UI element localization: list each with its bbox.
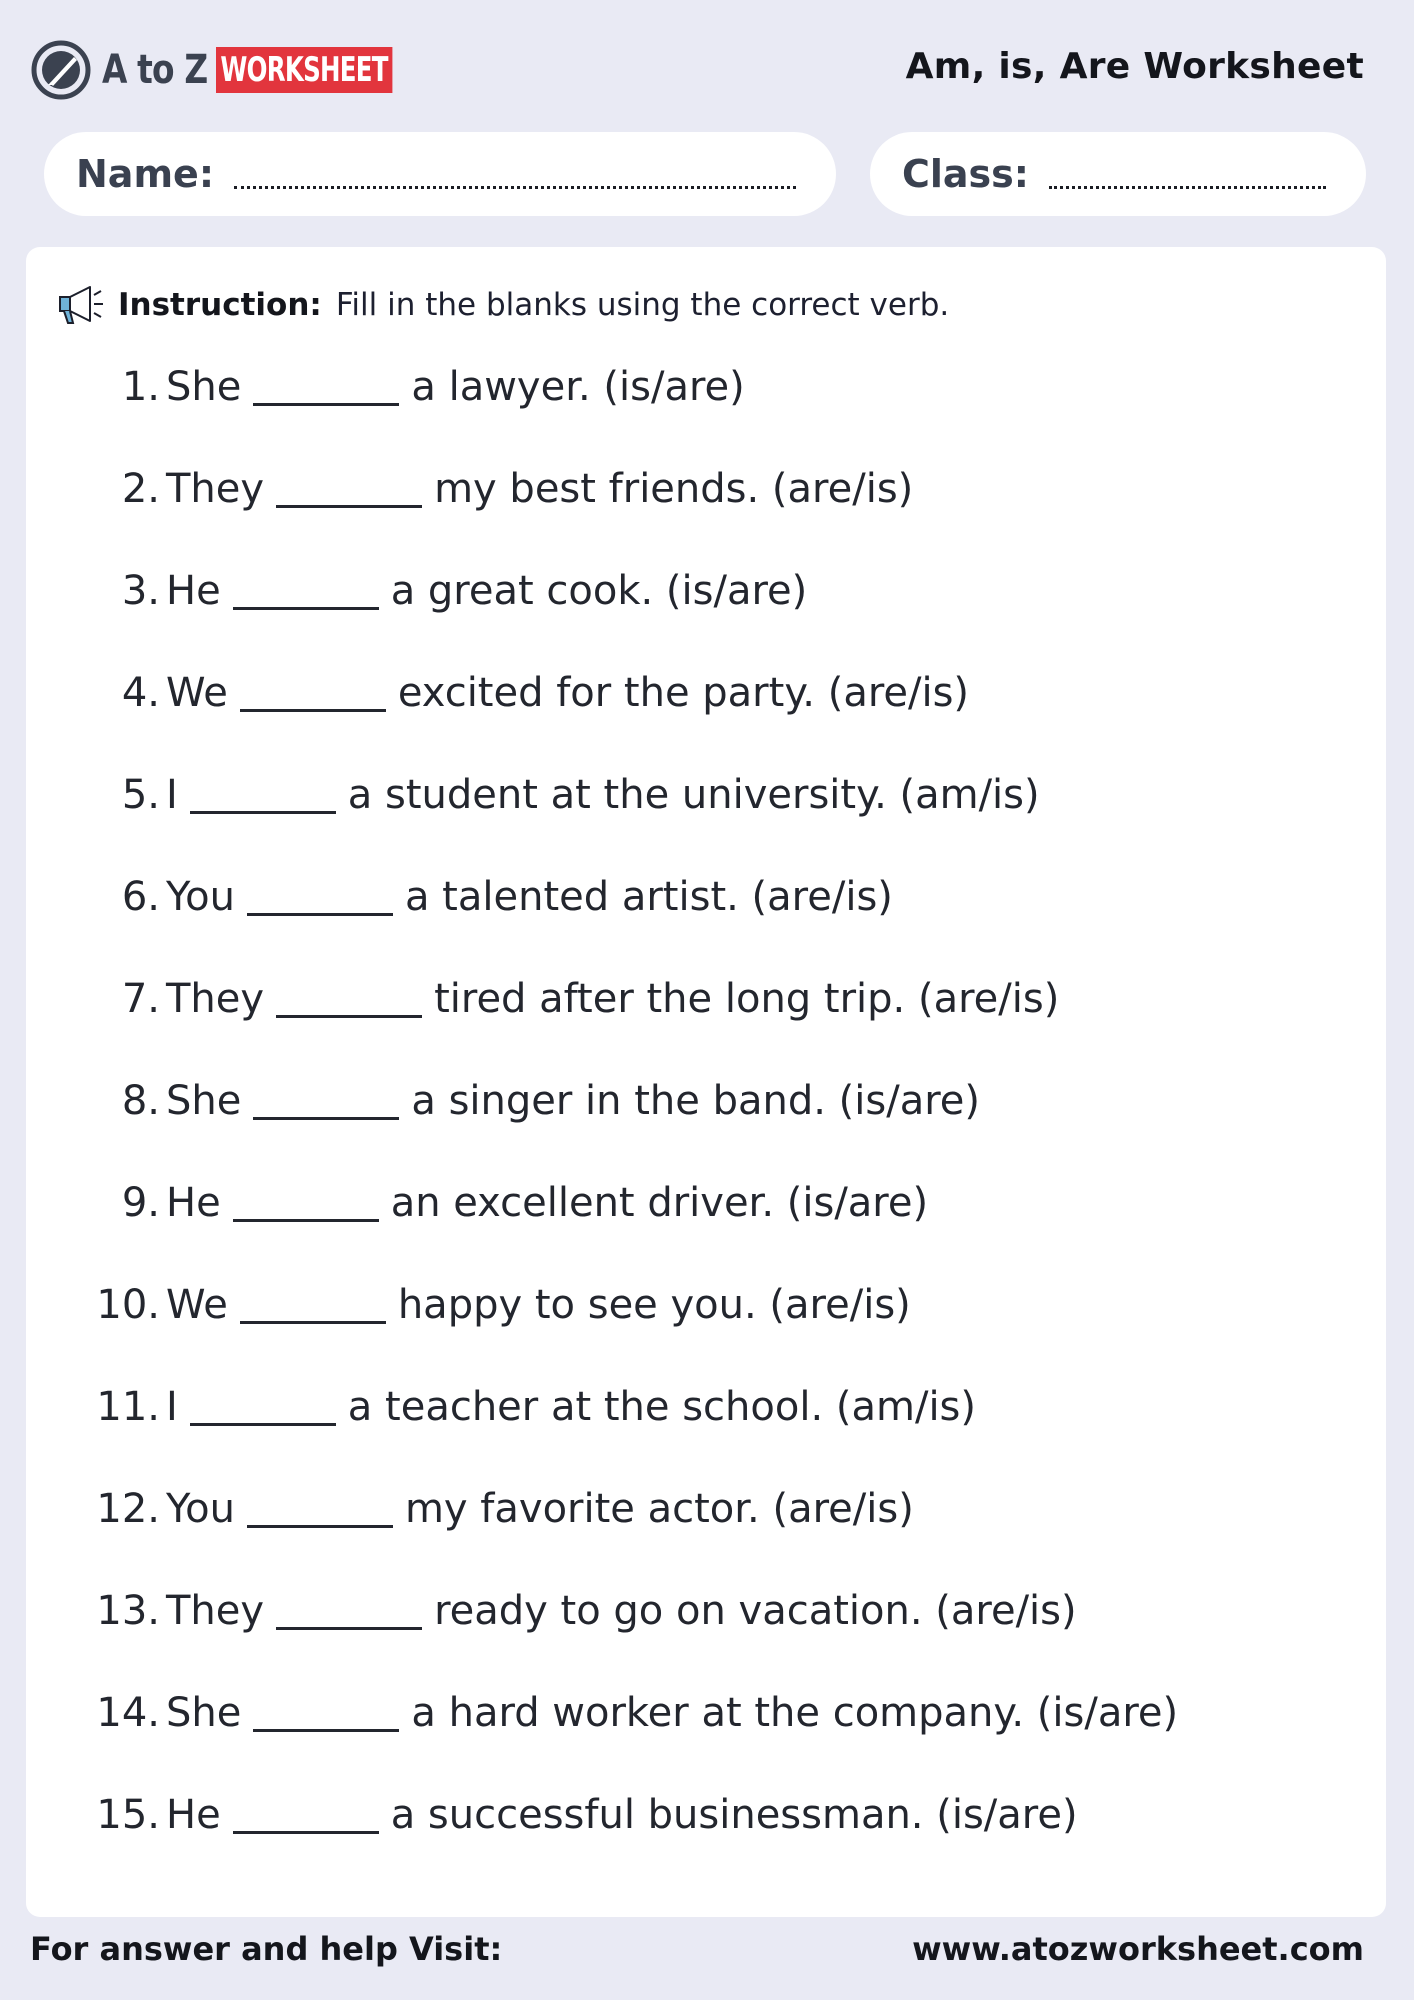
name-dotted-line[interactable] [234, 186, 796, 189]
answer-blank[interactable] [190, 1389, 336, 1426]
instruction-label: Instruction: [118, 287, 322, 323]
answer-blank[interactable] [253, 369, 399, 406]
question-subject: I [166, 1384, 178, 1430]
question-text: tired after the long trip. (are/is) [434, 976, 1060, 1022]
question-item [26, 1275, 911, 1335]
answer-blank[interactable] [190, 777, 336, 814]
question-number: 12. [96, 1486, 160, 1532]
question-number: 5. [121, 772, 160, 818]
megaphone-icon [56, 283, 106, 327]
pen-logo-icon [30, 39, 92, 101]
question-item [26, 969, 1059, 1029]
question-subject: She [166, 1078, 242, 1124]
question-subject: I [166, 772, 178, 818]
worksheet-card [26, 247, 1386, 1917]
question-text: a talented artist. (are/is) [404, 874, 893, 920]
question-item [26, 765, 1040, 825]
question-number: 13. [96, 1588, 160, 1634]
worksheet-title: Am, is, Are Worksheet [905, 46, 1364, 87]
question-subject: We [166, 670, 228, 716]
question-item [26, 1581, 1077, 1641]
question-item [26, 1683, 1178, 1743]
question-item [26, 459, 913, 519]
question-number: 2. [121, 466, 160, 512]
question-text: excited for the party. (are/is) [397, 670, 970, 716]
answer-blank[interactable] [240, 675, 386, 712]
question-text: a lawyer. (is/are) [411, 364, 745, 410]
footer-help-text: For answer and help Visit: [30, 1930, 503, 1968]
question-item [26, 1173, 928, 1233]
question-subject: They [166, 976, 265, 1022]
question-item [26, 1377, 976, 1437]
question-text: an excellent driver. (is/are) [390, 1180, 929, 1226]
question-text: happy to see you. (are/is) [397, 1282, 911, 1328]
instruction-row [56, 283, 949, 327]
class-field[interactable] [870, 132, 1366, 216]
question-item [26, 561, 807, 621]
question-item [26, 1071, 980, 1131]
question-subject: She [166, 1690, 242, 1736]
question-item [26, 663, 969, 723]
answer-blank[interactable] [276, 471, 422, 508]
question-subject: We [166, 1282, 228, 1328]
logo-badge: WORKSHEET [216, 47, 392, 93]
answer-blank[interactable] [253, 1695, 399, 1732]
answer-blank[interactable] [233, 1185, 379, 1222]
footer-website-link[interactable]: www.atozworksheet.com [912, 1930, 1364, 1968]
question-number: 6. [121, 874, 160, 920]
site-logo [30, 38, 461, 102]
name-field[interactable] [44, 132, 836, 216]
question-number: 10. [96, 1282, 160, 1328]
question-number: 9. [121, 1180, 160, 1226]
question-subject: He [166, 568, 221, 614]
question-number: 1. [121, 364, 160, 410]
question-text: a great cook. (is/are) [390, 568, 808, 614]
question-text: a successful businessman. (is/are) [390, 1792, 1078, 1838]
question-text: ready to go on vacation. (are/is) [434, 1588, 1077, 1634]
question-number: 4. [121, 670, 160, 716]
question-subject: He [166, 1180, 221, 1226]
answer-blank[interactable] [233, 1797, 379, 1834]
question-number: 15. [96, 1792, 160, 1838]
question-number: 8. [121, 1078, 160, 1124]
name-label: Name: [76, 152, 215, 196]
question-subject: He [166, 1792, 221, 1838]
question-item [26, 357, 745, 417]
question-subject: You [166, 1486, 235, 1532]
question-text: a hard worker at the company. (is/are) [411, 1690, 1179, 1736]
answer-blank[interactable] [247, 1491, 393, 1528]
question-text: a singer in the band. (is/are) [411, 1078, 980, 1124]
question-subject: They [166, 1588, 265, 1634]
question-subject: They [166, 466, 265, 512]
question-number: 3. [121, 568, 160, 614]
question-number: 7. [121, 976, 160, 1022]
answer-blank[interactable] [240, 1287, 386, 1324]
question-item [26, 1479, 914, 1539]
answer-blank[interactable] [253, 1083, 399, 1120]
question-subject: She [166, 364, 242, 410]
question-item [26, 867, 893, 927]
question-number: 14. [96, 1690, 160, 1736]
question-item [26, 1785, 1078, 1845]
answer-blank[interactable] [276, 981, 422, 1018]
question-text: a teacher at the school. (am/is) [347, 1384, 976, 1430]
answer-blank[interactable] [247, 879, 393, 916]
answer-blank[interactable] [233, 573, 379, 610]
question-subject: You [166, 874, 235, 920]
question-text: a student at the university. (am/is) [347, 772, 1040, 818]
class-dotted-line[interactable] [1049, 186, 1326, 189]
question-text: my best friends. (are/is) [434, 466, 914, 512]
instruction-text: Fill in the blanks using the correct verb. [335, 287, 950, 323]
question-number: 11. [96, 1384, 160, 1430]
answer-blank[interactable] [276, 1593, 422, 1630]
logo-text: A to Z [102, 47, 208, 93]
class-label: Class: [902, 152, 1029, 196]
question-text: my favorite actor. (are/is) [404, 1486, 914, 1532]
